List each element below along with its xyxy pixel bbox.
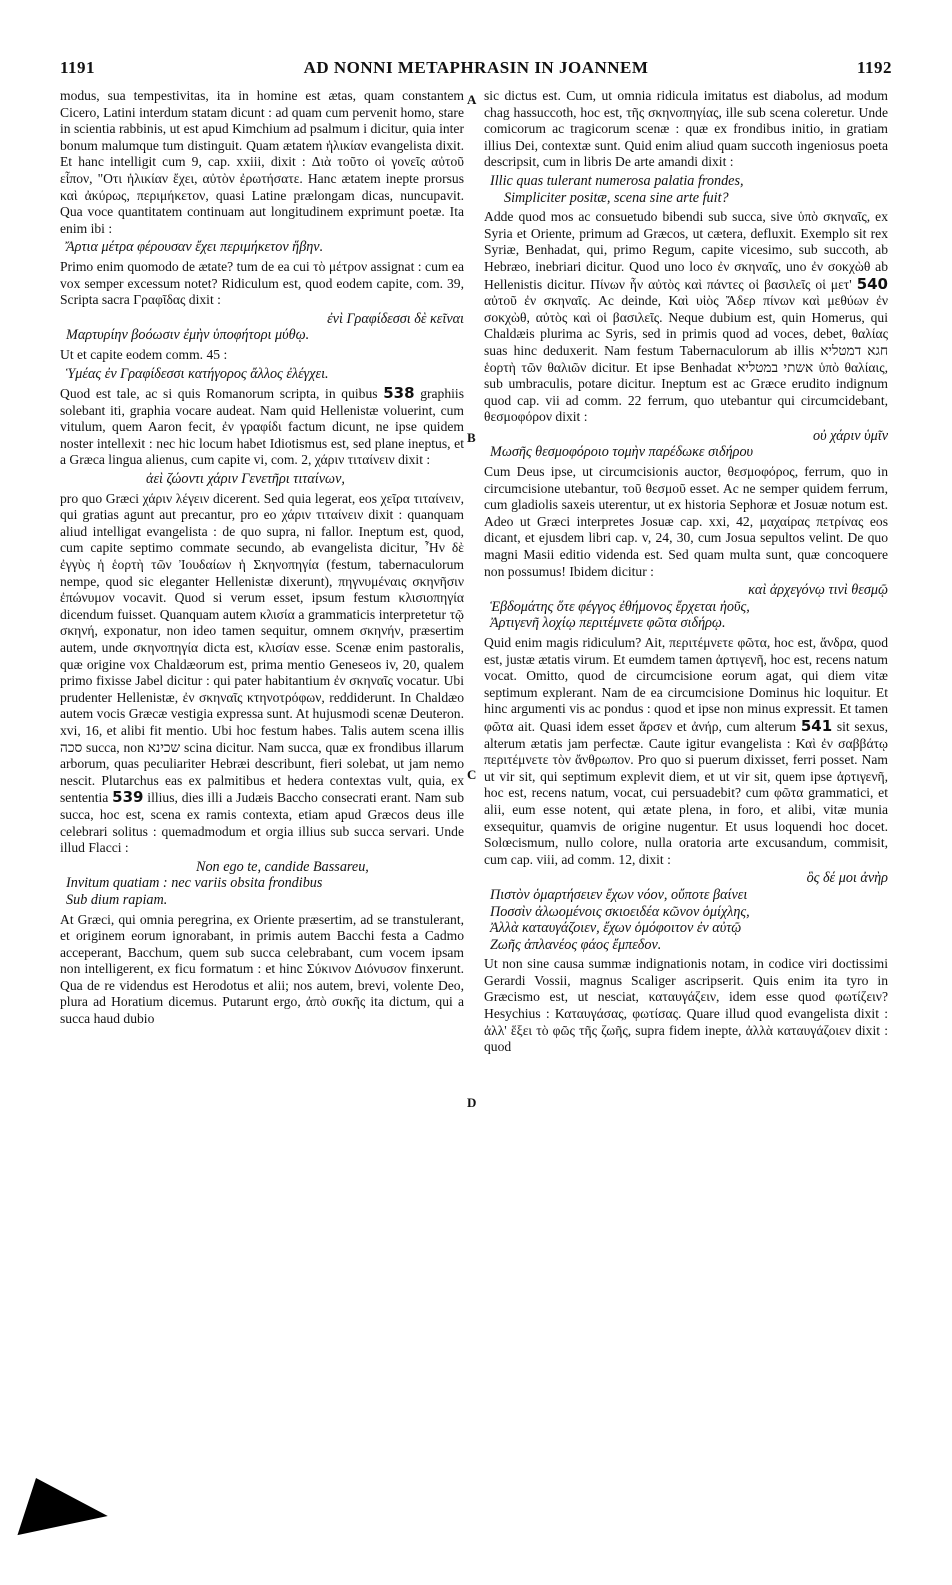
verse-quote: καὶ ἀρχεγόνῳ τινὶ θεσμῷ Ἑβδομάτης ὅτε φέγγος ἐθήμονος ἔρχεται ἠοῦς, Ἀρτιγενῆ λοχίῳ περιτέμνετε φῶτα σιδήρῳ. — [490, 582, 888, 632]
verse-quote: Ὑμέας ἐν Γραφίδεσσι κατήγορος ἄλλος ἐλέγχει. — [66, 365, 329, 382]
marginal-page-number: 538 — [383, 384, 415, 403]
page-number-right: 1192 — [856, 58, 892, 77]
margin-letter-d: D — [467, 1095, 477, 1110]
verse-quote: Non ego te, candide Bassareu, Invitum quatiam : nec variis obsita frondibus Sub dium rapiam. — [66, 858, 369, 908]
paragraph: modus, sua tempestivitas, ita in homine est ætas, quam constantem Cicero, Latini interdum statam dicunt : ad quam cum pervenit homo, stare in scientia rabbinis, ut est apud Kimchium ad psalmum i dicitur, quia inter bonum malumque tum distinguit. Quam ætatem ἡλικίαν evangelista dixit. Et hanc intelligit cum 9, cap. xxiii, dixit : Διὰ τοῦτο οἱ γονεῖς αὐτοῦ εἶπον, "Οτι ἡλικίαν ἔχει, αὐτὸν ἐρωτήσατε. Hanc ætatem inepte prorsus καὶ ἀκύρως, περιμήκετον, quasi Latine prælongam dicas, nuncupavit. Qua voce quantitatem continuam aut longitudinem exprimunt poetæ. Ita enim ibi : — [60, 88, 464, 236]
verse-quote: Ἄρτια μέτρα φέρουσαν ἔχει περιμήκετον ἥβην. — [66, 239, 324, 256]
margin-letter-c: C — [467, 767, 477, 782]
margin-letter-b: B — [467, 430, 476, 445]
paragraph: Cum Deus ipse, ut circumcisionis auctor, θεσμοφόρος, ferrum, quo in circumcisione utebantur, τοῦ θεσμοῦ esset. Ac ne semper quidem ferrum, cum gladiolis saxeis uterentur, ut ex historia Sephoræ et Josuæ notum est. Adeo ut Græci interpretes Josuæ cap. xxi, 42, μαχαίρας πετρίνας eos dicant, et ejusdem libri cap. v, 24, 30, cum Josua sepultos velint. De quo magni Masii editio videnda est. Sed quam multa sunt, quæ concoquere non possumus! Ibidem dicitur : — [484, 464, 888, 579]
corner-arrow-mark — [17, 1478, 112, 1560]
margin-letter-a: A — [467, 92, 477, 107]
marginal-page-number: 539 — [112, 788, 144, 807]
paragraph: Ut et capite eodem comm. 45 : — [60, 346, 228, 362]
verse-quote: ἀεὶ ζώοντι χάριν Γενετῆρι τιταίνων, — [146, 471, 345, 488]
running-title: AD NONNI METAPHRASIN IN JOANNEM — [303, 58, 649, 77]
marginal-page-number: 541 — [800, 716, 833, 735]
paragraph: Quid enim magis ridiculum? Ait, περιτέμνετε φῶτα, hoc est, ἄνδρα, quod est, justæ ætatis virum. Et eumdem tamen ἀρτιγενῆ, hoc est, recens natum vocat. Omitto, quod de circumcisione eorum agat, qui diem vitæ septimum explerant. Nam de ea circumcisione Dominus hic loquitur. Et hinc argumenti vis ac pondus : quod et ipse non minus expressit. Et tamen φῶτα ait. Quasi idem esset ἄρσεν et ἀνήρ, cum alterum 541 sit sexus, alterum ætatis jam perfectæ. Caute igitur evangelista : Καὶ ἐν σαββάτῳ περιτέμνετε τὸν ἄνθρωπον. Pro quo si puerum dixisset, ferri posset. Nam ut vir sit, qui septimum explevit diem, et ut vir sit, quem ipse ἀρτιγενῆ, hoc est, recens natum, vocat, cui persuadebit? cum φῶτα grammatici, et alii, eum esse notent, qui ætate plena, in foro, et alibi, vitæ munia exsequitur, quamvis de origine nugentur. Et usus loquendi hoc docet. Solœcismum, nullo colore, nulla oratoria arte excusandum, commisit, cum cap. viii, ad comm. 12, dixit : — [484, 635, 888, 867]
paragraph: At Græci, qui omnia peregrina, ex Oriente præsertim, ad se transtulerant, et originem eorum ignorabant, in primis autem Bacchi festa a Cadmo acceperant, Bacchum, quem sub succa celebrabant, cum vocem ipsam non intelligerent, ex ficu formatum : et hinc Σύκινον Διόνυσον finxerunt. Qua de re videndus est Herodotus et alii; nos autem, brevi, volente Deo, plura ad Horatium dicemus. Putarunt ergo, ἀπὸ συκῆς ita dictum, qui a succa haud dubio — [60, 911, 464, 1027]
paragraph: Quod est tale, ac si quis Romanorum scripta, in quibus 538 graphiis solebant iti, graphia vocare audeat. Nam quid Hellenistæ voluerint, cum vitulum, quem Aaron fecit, ἐν γραφίδι factum dicunt, ne ipse quidem noster intellexit : nec hic locum habet Idiotismus est, sed plane ineptus, et a Græca lingua alienus, cum capite vi, com. 2, χάριν τιταίνειν dixit : — [60, 384, 464, 468]
verse-quote: Illic quas tulerant numerosa palatia frondes, Simpliciter positæ, scena sine arte fuit? — [490, 172, 744, 206]
verse-quote: ἐνὶ Γραφίδεσσι δὲ κεῖναι Μαρτυρίην βοόωσιν ἐμὴν ὑποφήτορι μύθῳ. — [66, 310, 464, 344]
paragraph: Primo enim quomodo de ætate? tum de ea cui τὸ μέτρον assignat : cum ea vox semper excessum notet? Ridiculum est, quod eodem capite, com. 39, Scripta sacra Γραφῖδας dixit : — [60, 258, 464, 308]
page-number-left: 1191 — [60, 58, 96, 77]
verse-quote: ὃς δέ μοι ἀνὴρ Πιστὸν ὁμαρτήσειεν ἔχων νόον, οὔποτε βαίνει Ποσσὶν ἀλωομένοις σκιοειδέα κῶνον ὁμίχλης, Ἀλλὰ καταυγάζοιεν, ἔχων ὁμόφοιτον ἐν αὐτῷ Ζωῆς ἀπλανέος φάος ἔμπεδον. — [490, 870, 888, 953]
left-column — [60, 88, 464, 1028]
paragraph: sic dictus est. Cum, ut omnia ridicula imitatus est diabolus, ad modum chag hassuccoth, hoc est, τῆς σκηνοπηγίας, ille sub scena coleretur. Unde comicorum ac tragicorum scenæ : quæ ex frondibus initio, in gratiam illius Dei, contextæ sunt. Quid enim aliud quam succoth ingeniosus poeta descripsit, cum in libris De arte amandi dixit : — [484, 88, 888, 170]
paragraph: pro quo Græci χάριν λέγειν dicerent. Sed quia legerat, eos χεῖρα τιταίνειν, qui gratias agunt aut precantur, pro eo χάριν τιταίνειν dixit : quanquam aliud intelligat evangelista : de quo supra, ni fallor. Ineptum est, quod, cum capite septimo commate secundo, ab evangelista dicitur, Ἦν δὲ ἐγγὺς ἡ ἑορτὴ τῶν Ἰουδαίων ἡ Σκηνοπηγία (festum, tabernaculorum nempe, quod sic eleganter Hellenistæ dixerunt), πηγνυμέναις σκηνῆσιν ἐπώνυμον vocavit. Quod si verum esset, ipsum festum κλισιοπηγία dicendum fuisset. Quanquam autem κλισία a grammaticis interpretetur τῷ σκηνή, exponatur, non ideo tamen sequitur, omnem σκηνήν, præsertim autem, unde σκηνοπηγία dicta est, κλισίαν esse. Scenæ enim pastoralis, quæ origine vox Chaldæorum est, prima mentio Geneseos iv, 20, qualem primo fixisse Jabel dicitur : qui pater habitantium ἐν σκηναῖς vocatur. Ubi prudenter Hellenistæ, ἐν σκηναῖς κτηνοτρόφων, reddiderunt. In Chaldæo autem vocis Græcæ vestigia expressa sunt. At hujusmodi scenæ Deuteron. xvi, 16, et alibi fit mentio. Ubi hoc festum habes. Talis autem scena illis סכה succa, non שכינא scina dicitur. Nam succa, quæ ex frondibus illarum arborum, quas peculiariter Hebræi describunt, fieri solebat, ut jam nemo nescit. Plutarchus eas ex palmitibus et hedera contextas vult, quia, ex sententia 539 illius, dies illi a Judæis Baccho consecrati erant. Nam sub succa, hoc est, scena ex ramis contexta, etiam apud Græcos deus ille celebrari solitus : quemadmodum et orgia illius sub succa servari. Unde illud Flacci : — [60, 490, 465, 856]
paragraph: Ut non sine causa summæ indignationis notam, in codice viri doctissimi Gerardi Vossii, magnus Scaliger ascripserit. Quis enim ita tyro in Græcismo est, ut nesciat, καταυγάζειν, idem esse quod φωτίζειν? Hesychius : Καταυγάσας, φωτίσας. Quare illud quod evangelista dixit : ἀλλ' ἕξει τὸ φῶς τῆς ζωῆς, supra fidem inepte, ἀλλὰ καταυγάζοιεν dixit : quod — [484, 956, 888, 1055]
verse-quote: οὐ χάριν ὑμῖν Μωσῆς θεσμοφόροιο τομὴν παρέδωκε σιδήρου — [490, 427, 888, 461]
marginal-page-number: 540 — [856, 274, 888, 293]
right-column — [484, 88, 888, 1056]
running-header — [60, 58, 892, 82]
paragraph: Adde quod mos ac consuetudo bibendi sub succa, sive ὑπὸ σκηναῖς, ex Syria et Oriente, primum ad Græcos, ut cætera, defluxit. Exemplo sit rex Syriæ, Benhadat, qui, primo Regum, capite vicesimo, sub succoth, ab Hebræo, inebriari dicitur. Quod uno loco ἐν σκηναῖς, uno ἐν σοκχὼθ ab Hellenistis dicitur. Πίνων ἦν αὐτὸς καὶ πάντες οἱ βασιλεῖς οἱ μετ' 540 αὐτοῦ ἐν σκηναῖς. Ac deinde, Καὶ υἱὸς Ἄδερ πίνων καὶ μεθύων ἐν σοκχὼθ, αὐτὸς καὶ οἱ βασιλεῖς. Neque dubium est, quin Homerus, qui Chaldæis plurima ac Syris, sed in primis quod ad voces, debet, θαλίας suas hinc deduxerit. Nam festum Tabernaculorum ab illis חגא דמטליא ἑορτὴ τῶν θαλιῶν dicitur. Et ipse Benhadat אשתי במטליא ὑπὸ θαλίαις, sub umbraculis, potare dicitur. Ineptum est ac Græce erudito indignum quod cap. vii ad comm. 22 ferrum, quo utebantur qui circumcidebant, θεσμοφόρον dixit : — [484, 209, 888, 425]
